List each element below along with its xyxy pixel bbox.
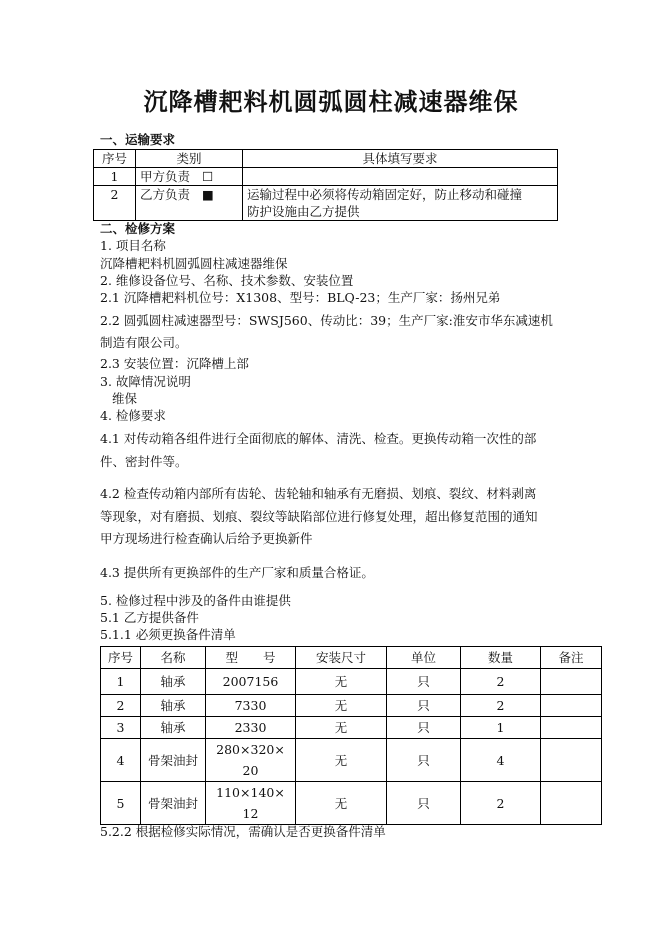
unchecked-box-icon[interactable]: ☐: [202, 169, 214, 184]
requirement-cell: [243, 186, 558, 221]
text-line: 2.1 沉降槽耙料机位号：X1308、型号：BLQ-23；生产厂家：扬州兄弟: [100, 290, 501, 305]
section-heading-repair: 二、检修方案: [100, 221, 176, 236]
text-line: 沉降槽耙料机圆弧圆柱减速器维保: [100, 256, 288, 271]
table-row: [101, 782, 602, 825]
parts-table: [100, 646, 602, 825]
table-row: [101, 717, 602, 739]
model-cell: 2330: [206, 717, 296, 739]
header-cell: 型 号: [206, 647, 296, 669]
row-number: 2: [94, 186, 136, 221]
table-row: [94, 168, 558, 186]
text-line: 甲方现场进行检查确认后给予更换新件: [100, 531, 313, 546]
model-cell: [206, 739, 296, 782]
requirement-cell: [243, 168, 558, 186]
qty-cell: 1: [461, 717, 541, 739]
text-line: 4.2 检查传动箱内部所有齿轮、齿轮轴和轴承有无磨损、划痕、裂纹、材料剥离: [100, 486, 537, 501]
row-number: 5: [101, 782, 141, 825]
qty-cell: 2: [461, 695, 541, 717]
name-cell: 轴承: [141, 669, 206, 695]
name-cell: 轴承: [141, 695, 206, 717]
text-line: 5.2.2 根据检修实际情况，需确认是否更换备件清单: [100, 824, 386, 839]
unit-cell: 只: [387, 782, 461, 825]
header-cell: 具体填写要求: [243, 150, 558, 168]
text-line: 4.3 提供所有更换部件的生产厂家和质量合格证。: [100, 565, 374, 580]
text-line: 维保: [112, 391, 138, 406]
header-cell: 单位: [387, 647, 461, 669]
text-line: 4.1 对传动箱各组件进行全面彻底的解体、清洗、检查。更换传动箱一次性的部: [100, 431, 537, 446]
model-cell: 7330: [206, 695, 296, 717]
header-cell: 类别: [136, 150, 243, 168]
table-row: [101, 695, 602, 717]
note-cell: [541, 782, 602, 825]
name-cell: 轴承: [141, 717, 206, 739]
size-cell: 无: [296, 717, 387, 739]
text-line: 5. 检修过程中涉及的备件由谁提供: [100, 593, 291, 608]
document-title: 沉降槽耙料机圆弧圆柱减速器维保: [143, 87, 519, 116]
header-cell: 序号: [94, 150, 136, 168]
model-line: 280×320×: [216, 742, 285, 757]
section-heading-transport: 一、运输要求: [100, 132, 176, 147]
text-line: 2.3 安装位置：沉降槽上部: [100, 356, 249, 371]
model-cell: 2007156: [206, 669, 296, 695]
text-line: 2.2 圆弧圆柱减速器型号：SWSJ560、传动比：39；生产厂家:淮安市华东减速机: [100, 313, 553, 328]
note-cell: [541, 739, 602, 782]
transport-table: [93, 149, 558, 221]
table-row: [101, 669, 602, 695]
unit-cell: 只: [387, 739, 461, 782]
note-cell: [541, 669, 602, 695]
row-number: 1: [101, 669, 141, 695]
qty-cell: 4: [461, 739, 541, 782]
size-cell: 无: [296, 669, 387, 695]
header-cell: 备注: [541, 647, 602, 669]
category-cell: [136, 168, 243, 186]
table-row: [94, 186, 558, 221]
text-line: 4. 检修要求: [100, 408, 166, 423]
row-number: 1: [94, 168, 136, 186]
requirement-line: 防护设施由乙方提供: [247, 204, 360, 219]
model-line: 20: [242, 763, 259, 778]
qty-cell: 2: [461, 782, 541, 825]
unit-cell: 只: [387, 669, 461, 695]
size-cell: 无: [296, 739, 387, 782]
table-header-row: [101, 647, 602, 669]
text-line: 制造有限公司。: [100, 335, 188, 350]
text-line: 2. 维修设备位号、名称、技术参数、安装位置: [100, 273, 354, 288]
row-number: 4: [101, 739, 141, 782]
qty-cell: 2: [461, 669, 541, 695]
model-line: 12: [242, 806, 259, 821]
text-line: 1. 项目名称: [100, 238, 166, 253]
category-label: 乙方负责: [140, 187, 191, 202]
unit-cell: 只: [387, 695, 461, 717]
name-cell: 骨架油封: [141, 739, 206, 782]
row-number: 3: [101, 717, 141, 739]
header-cell: 数量: [461, 647, 541, 669]
category-cell: [136, 186, 243, 221]
header-cell: 安装尺寸: [296, 647, 387, 669]
model-cell: [206, 782, 296, 825]
size-cell: 无: [296, 695, 387, 717]
text-line: 5.1.1 必须更换备件清单: [100, 627, 236, 642]
requirement-line: 运输过程中必须将传动箱固定好，防止移动和碰撞: [247, 187, 523, 202]
header-cell: 序号: [101, 647, 141, 669]
name-cell: 骨架油封: [141, 782, 206, 825]
note-cell: [541, 717, 602, 739]
text-line: 等现象，对有磨损、划痕、裂纹等缺陷部位进行修复处理，超出修复范围的通知: [100, 509, 538, 524]
note-cell: [541, 695, 602, 717]
checked-box-icon[interactable]: ■: [202, 187, 214, 202]
size-cell: 无: [296, 782, 387, 825]
table-row: [101, 739, 602, 782]
text-line: 件、密封件等。: [100, 454, 188, 469]
model-line: 110×140×: [216, 785, 285, 800]
text-line: 5.1 乙方提供备件: [100, 610, 199, 625]
text-line: 3. 故障情况说明: [100, 374, 191, 389]
row-number: 2: [101, 695, 141, 717]
category-label: 甲方负责: [140, 169, 191, 184]
header-cell: 名称: [141, 647, 206, 669]
unit-cell: 只: [387, 717, 461, 739]
table-header-row: [94, 150, 558, 168]
